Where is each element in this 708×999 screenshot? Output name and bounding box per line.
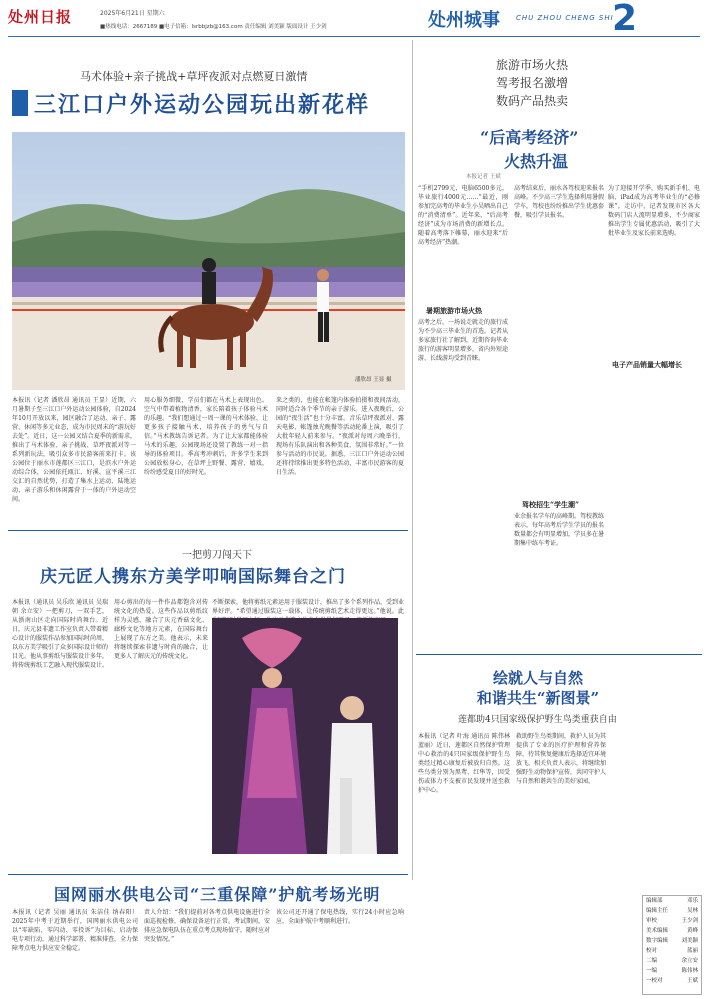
article2-title-line-1: “后高考经济” — [480, 128, 579, 147]
article3-column-1: 本报讯（通讯员 吴乐欣 通讯员 吴瑞朝 余立安）一把剪刀，一双手艺，从浙南山区走向国际时尚舞台。近日，庆元县非遗工作室负责人带着精心设计的服装作品参加国际时尚周，以东方美学吸引了众多国际设计师的目光。他从事剪纸与服装设计多年，将传统剪纸工艺融入现代服装设计。 — [12, 599, 109, 669]
credit-row: 美术编辑 黄峰 — [646, 928, 698, 934]
credit-row: 审校 王少剑 — [646, 918, 698, 924]
article2-column-2: 高考之后，一场说走就走的旅行成为不少高三毕业生的首选。记者从多家旅行社了解到，近期咨询毕业旅行的游客明显增多，省内外短途游、长线游均受到青睐。 — [418, 319, 509, 362]
newspaper-logo: 处州日报 — [8, 8, 73, 26]
article1-column-3: 来之类的，也能在帐篷内体验拍摄和夜间活动，同时适合各个季节的亲子游乐。进入夜晚后，公园的“夜生活”也十分丰富。音乐草坪夜派对、露天电影、帐篷烛光晚餐等活动轮番上演，吸引了大批年轻人前来参与。“夜派对每周六晚举行，现场有乐队演出和各种美食，氛围非常好。”一位参与活动的市民说。据悉，三江口户外运动公园还将持续推出更多特色活动，丰富市民游客的夏日生活。 — [276, 397, 404, 476]
contact-line: ■热线电话：2667189 ■电子信箱：lsrbbjzb@163.com 责任编辑 刘美颖 版面设计 王少剑 — [100, 24, 327, 30]
credit-row: 一编 陈伟林 — [646, 968, 698, 974]
headline-accent-bar — [12, 90, 28, 116]
photo-illustration — [212, 618, 398, 854]
divider — [416, 654, 702, 655]
article5-column-1: 本报讯（记者 叶海 通讯员 陈伟林 蓝丽）近日，莲都区自然保护管理中心救治的4只国家级保护野生鸟类经过精心康复后被放归自然。这些鸟类分别为黑鸢、红隼等，因受伤或体力不支被市民发现并送至救护中心。 — [418, 733, 510, 794]
article4-column-2: 责人介绍：“我们提前对各考点供电设施进行全面巡视检修，确保设备运行正常。考试期间，安排应急保电队伍在重点考点现场值守，随时应对突发情况。” — [144, 909, 271, 943]
issue-date: 2025年6月21日 星期六 — [100, 10, 165, 17]
divider — [8, 874, 408, 875]
article3-subtitle: 一把剪刀闯天下 — [182, 550, 252, 561]
article2-topic-3: 数码产品热卖 — [496, 94, 569, 108]
article2-column-1: “手机2799元，电脑6500多元，毕业旅行4000元……”最近，刚参加完高考的毕业生小吴晒出自己的“消费清单”。近年来，“后高考经济”成为市场消费的新增长点。随着高考落下帷幕，丽水迎来“后高考经济”热潮。 — [418, 185, 509, 246]
article2-subhead-1: 暑期旅游市场火热 — [426, 306, 482, 315]
photo-illustration — [12, 132, 405, 390]
column-divider — [412, 40, 413, 880]
article3-column-2: 用心剪出的每一件作品都饱含对传统文化的热爱。这些作品以剪纸纹样为灵感，融合了庆元香菇文化、廊桥文化等地方元素，在国际舞台上展现了东方之美。他表示，未来将继续探索非遗与时尚的融合，让更多人了解庆元的传统文化。 — [114, 599, 208, 660]
divider — [8, 530, 408, 531]
article1-column-2: 用心服务细微，学员们都在马术上表现出色。空气中带着植物清香，家长陪着孩子体验马术的乐趣。“我们想通过一周一课的马术体验，让更多孩子接触马术，培养孩子的勇气与自信。”马术教练告诉记者。为了让大家都能体验马术的乐趣，公园现场还设置了教练一对一指导的体验项目。季高考冲刺后，许多学生来到公园放松身心，在草坪上野餐、露营、嬉戏，纷纷感受夏日的好时光。 — [144, 397, 268, 476]
article4-column-3: 该公司还开通了保电热线，实行24小时应急响应，全面护航中考顺利进行。 — [276, 909, 404, 925]
article2-column-4: 业余报名学车的高峰期。驾校教练表示，每年高考后学生学员的报名数量都会有明显增加，学员多在暑期集中练车考证。 — [514, 513, 605, 547]
photo-credit: 潘欣昂 王显 摄 — [355, 377, 392, 383]
article1-title: 三江口户外运动公园玩出新花样 — [34, 92, 371, 118]
section-title-en: CHU ZHOU CHENG SHI — [516, 14, 614, 22]
article2-subhead-3: 电子产品销量大幅增长 — [612, 360, 682, 369]
article5-title-line-2: 和谐共生“新图景” — [476, 689, 600, 707]
article5-subtitle: 莲都助4只国家级保护野生鸟类重获自由 — [458, 715, 617, 725]
article2-title — [480, 126, 578, 174]
article2-title-line-2: 火热升温 — [504, 152, 569, 171]
article4-title: 国网丽水供电公司“三重保障”护航考场光明 — [54, 885, 381, 904]
credit-row: 校对 蓝丽 — [646, 948, 698, 954]
page-number: 2 — [612, 0, 638, 39]
credit-row: 一校对 王斌 — [646, 978, 698, 984]
article2-author: 本报记者 王斌 — [466, 174, 501, 180]
credit-row: 数字编辑 刘美颖 — [646, 938, 698, 944]
article2-topic-1: 旅游市场火热 — [496, 58, 569, 72]
horse-riding-photo — [12, 132, 405, 390]
article2-topic-2: 驾考报名激增 — [496, 76, 569, 90]
article1-subtitle: 马术体验+亲子挑战+草坪夜派对点燃夏日激情 — [80, 70, 308, 83]
article3-column-3: 不断探索，他将剪纸元素运用于服装设计，推出了多个系列作品，受到业界好评。“希望通过服装这一载体，让传统剪纸艺术走得更远。”他说。此 — [212, 599, 405, 615]
fashion-show-photo — [212, 618, 398, 854]
credit-row: 编辑主任 吴林 — [646, 908, 698, 914]
article2-column-3: 高考结束后，丽水各驾校迎来报名高峰。不少高三学生选择利用暑假学车，驾校也纷纷推出学生优惠套餐，吸引学员报名。 — [514, 185, 605, 219]
section-title: 处州城事 — [428, 10, 500, 31]
masthead — [8, 0, 700, 39]
article1-column-1: 本报讯（记者 潘欣昂 通讯员 王显）近期，六月暑期子至三江口户外运动公园体验，自2024年10月开放以来，园区融合了运动、亲子、露营、休闲等多元业态，成为市民周末的“游玩好去处”。近日，这一公园又结合夏季的新需求，推出了马术体验、亲子挑战、草坪夜派对等一系列新玩法，吸引众多市民游客前来打卡。该公园位于丽水市莲都区三江口，是滨水户外运动综合体，公园依托瓯江、好溪、宣平溪三江交汇的自然优势，打造了集水上运动、陆地运动、亲子游乐和休闲露营于一体的户外运动空间。 — [12, 397, 136, 503]
credit-row: 编辑部 邓乐 — [646, 898, 698, 904]
article5-title-line-1: 绘就人与自然 — [492, 669, 583, 687]
article3-title: 庆元匠人携东方美学叩响国际舞台之门 — [40, 567, 346, 587]
article5-column-2: 救助野生鸟类期间，救护人员为其提供了专业的医疗护理和营养保障，待其恢复健康后选择适宜环境放飞。相关负责人表示，将继续加强野生动物保护宣传，共同守护人与自然和谐共生的美好家园。 — [516, 733, 607, 785]
credit-row: 二编 余立安 — [646, 958, 698, 964]
article5-title — [458, 668, 618, 708]
staff-credits-box — [642, 895, 702, 995]
article2-subhead-2: 驾校招生“学生潮” — [522, 500, 580, 509]
article2-column-5: 为了迎接开学季，购买新手机、电脑、iPad成为高考毕业生的“必修课”。走访中，记者发现市区各大数码门店人流明显增多，不少商家推出学生专属优惠活动，吸引了大批毕业生及家长前来选购。 — [608, 185, 700, 237]
article4-column-1: 本报讯（记者 吴丽 通讯员 朱洁佳 纳春阳）2025年中考于近期举行，国网丽水供电公司以“零缺陷、零闪动、零投诉”为目标，启动保电专项行动，通过科学部署、精准排查，全力保障考点电力供应安全稳定。 — [12, 909, 139, 952]
